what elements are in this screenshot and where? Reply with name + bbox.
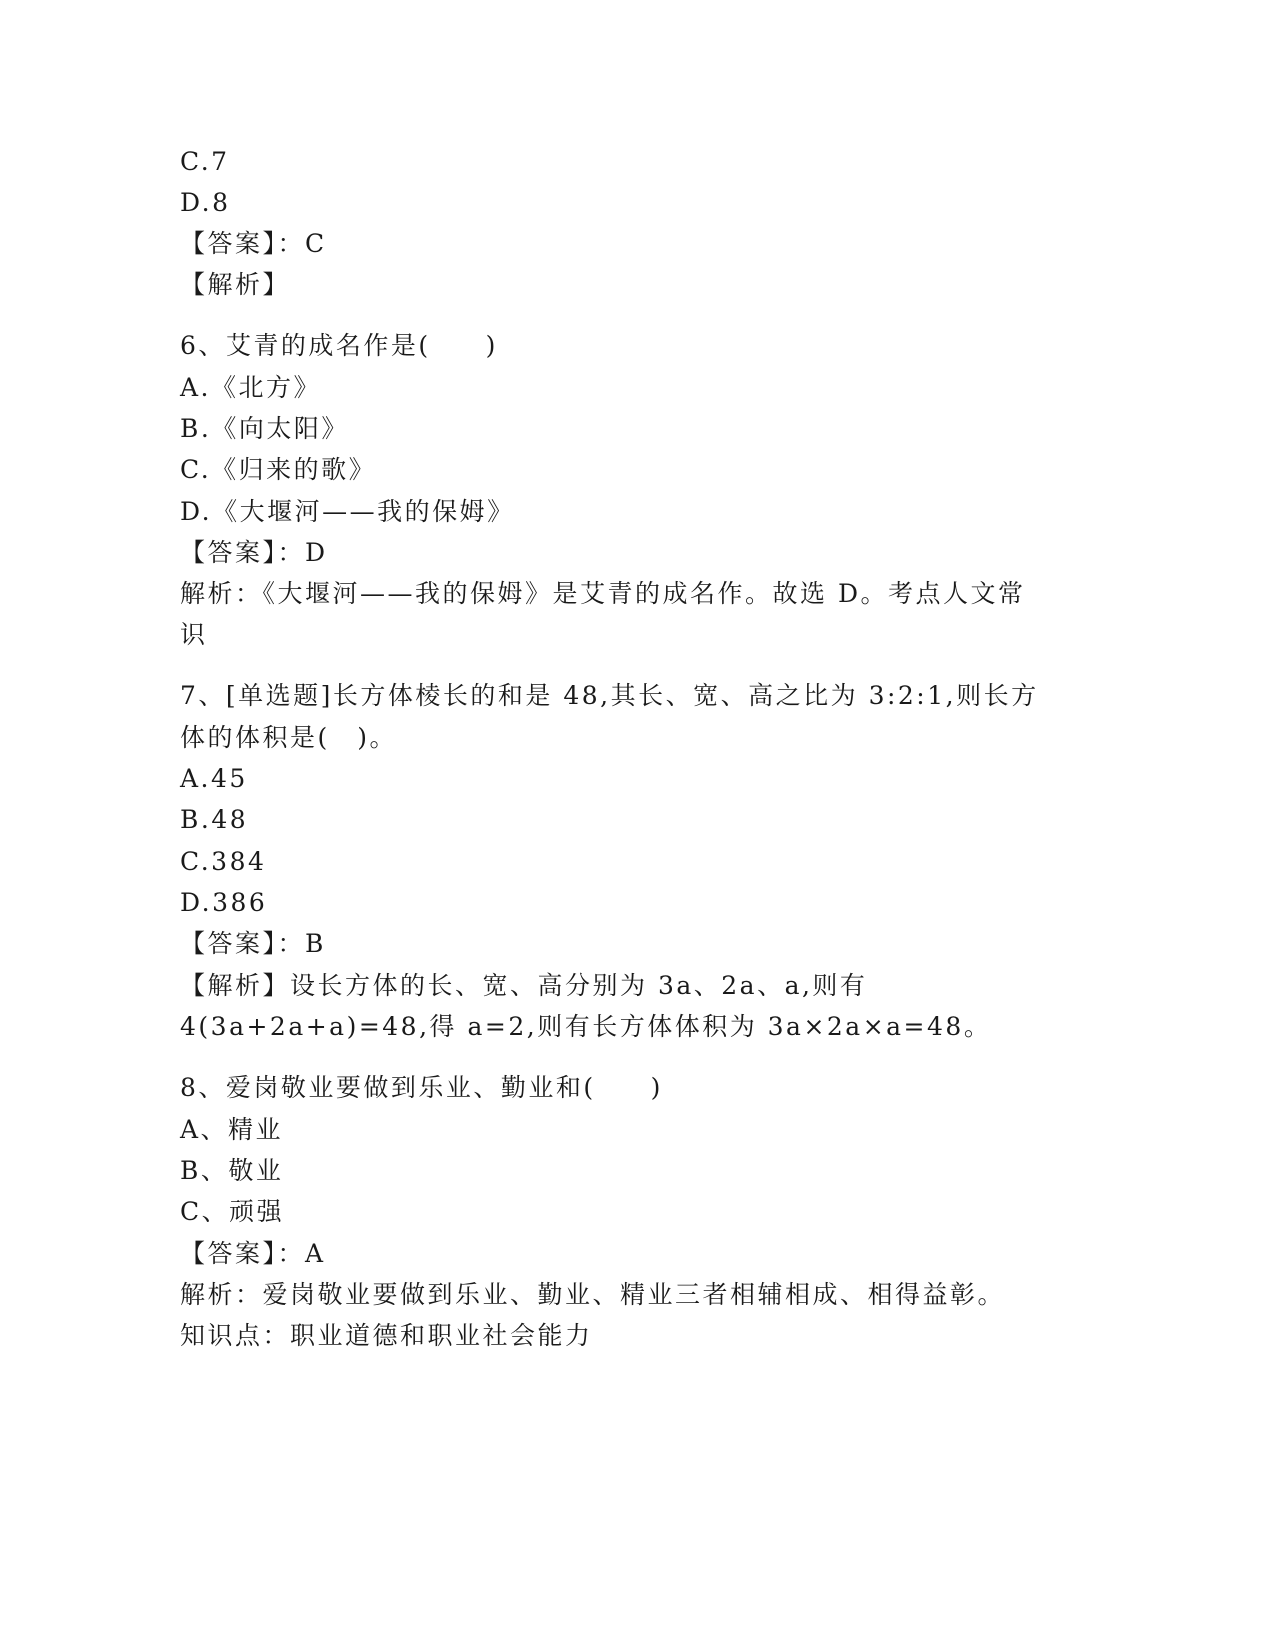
q8-option-c: C、顽强 bbox=[180, 1197, 285, 1226]
q6-option-a: A.《北方》 bbox=[180, 373, 322, 402]
q8-analysis-line2: 知识点：职业道德和职业社会能力 bbox=[180, 1321, 593, 1350]
q7-answer: 【答案】：B bbox=[180, 929, 326, 958]
q6-analysis-line2: 识 bbox=[180, 620, 208, 649]
q6-question: 6、艾青的成名作是( ) bbox=[180, 331, 498, 360]
q8-answer: 【答案】：A bbox=[180, 1239, 326, 1268]
q7-question-line1: 7、[单选题]长方体棱长的和是 48,其长、宽、高之比为 3:2:1,则长方 bbox=[180, 681, 1039, 710]
q7-question-line2: 体的体积是( )。 bbox=[180, 723, 398, 752]
q7-option-d: D.386 bbox=[180, 888, 268, 917]
q6-option-d: D.《大堰河——我的保姆》 bbox=[180, 497, 515, 526]
q7-option-c: C.384 bbox=[180, 847, 267, 876]
q5-answer: 【答案】：C bbox=[180, 229, 327, 258]
q6-answer: 【答案】：D bbox=[180, 538, 328, 567]
q8-option-b: B、敬业 bbox=[180, 1156, 284, 1185]
q6-option-c: C.《归来的歌》 bbox=[180, 455, 377, 484]
q7-option-b: B.48 bbox=[180, 805, 249, 834]
q7-option-a: A.45 bbox=[180, 764, 248, 793]
q6-analysis-line1: 解析：《大堰河——我的保姆》是艾青的成名作。故选 D。考点人文常 bbox=[180, 579, 1026, 608]
q5-option-d: D.8 bbox=[180, 188, 231, 217]
q7-analysis-line2: 4(3a+2a+a)=48,得 a=2,则有长方体体积为 3a×2a×a=48。 bbox=[180, 1012, 992, 1041]
q8-question: 8、爱岗敬业要做到乐业、勤业和( ) bbox=[180, 1073, 663, 1102]
q8-analysis-line1: 解析：爱岗敬业要做到乐业、勤业、精业三者相辅相成、相得益彰。 bbox=[180, 1280, 1006, 1309]
q5-analysis-heading: 【解析】 bbox=[180, 270, 291, 299]
q7-analysis-line1: 【解析】设长方体的长、宽、高分别为 3a、2a、a,则有 bbox=[180, 971, 868, 1000]
q6-option-b: B.《向太阳》 bbox=[180, 414, 349, 443]
q5-option-c: C.7 bbox=[180, 147, 230, 176]
q8-option-a: A、精业 bbox=[180, 1115, 284, 1144]
